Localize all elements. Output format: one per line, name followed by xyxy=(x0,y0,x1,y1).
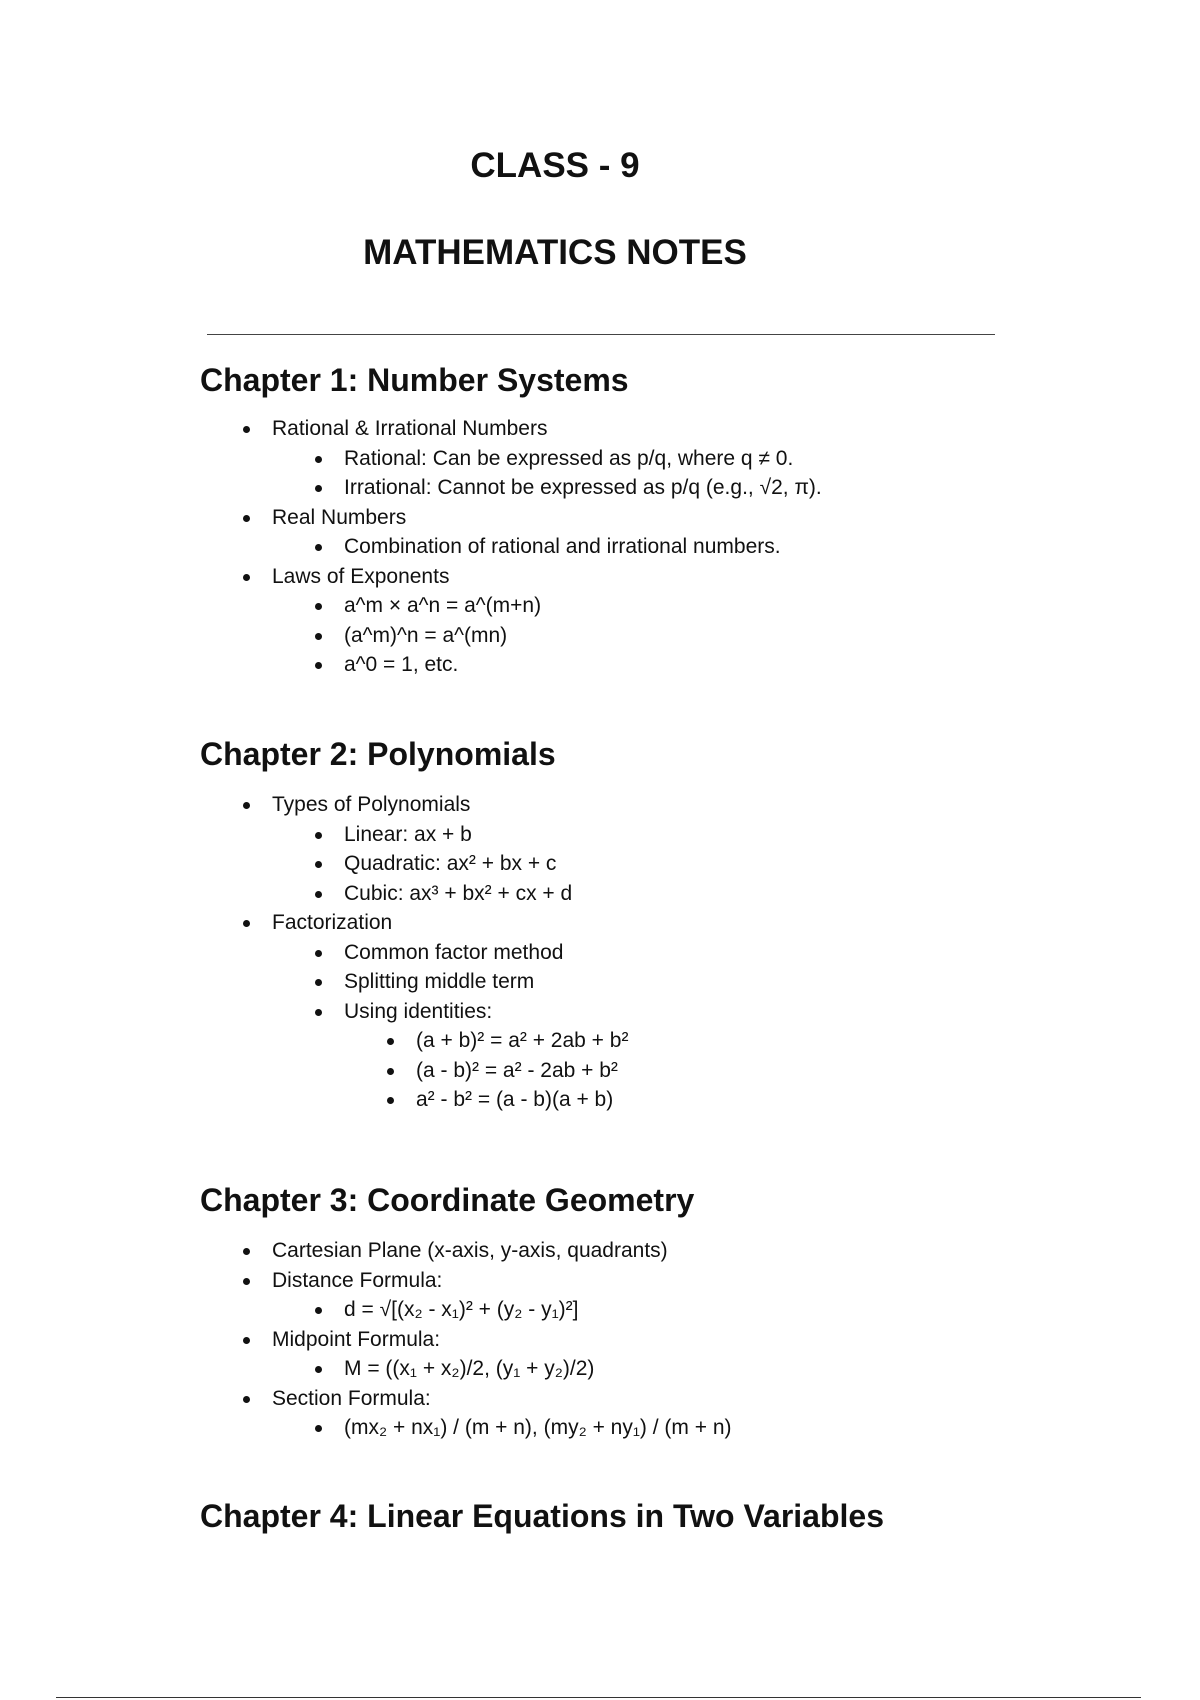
list-item xyxy=(272,908,628,1115)
list-item xyxy=(344,879,628,909)
list-item xyxy=(344,1413,732,1443)
list-item-text: Linear: ax + b xyxy=(344,822,472,846)
sub-bullet-list xyxy=(272,938,628,1115)
chapter-heading: Chapter 3: Coordinate Geometry xyxy=(200,1182,695,1218)
list-item-text: Rational & Irrational Numbers xyxy=(272,417,548,440)
list-item-text: d = √[(x₂ - x₁)² + (y₂ - y₁)²] xyxy=(344,1298,579,1321)
bullet-list xyxy=(272,414,822,680)
list-item-text: Using identities: xyxy=(344,999,493,1023)
list-item xyxy=(416,1026,628,1056)
list-item-text: Combination of rational and irrational numbers. xyxy=(344,535,781,558)
list-item-text: Distance Formula: xyxy=(272,1268,443,1292)
list-item xyxy=(272,562,822,680)
sub-bullet-list xyxy=(272,444,822,503)
sub-bullet-list xyxy=(272,820,628,909)
list-item-text: Types of Polynomials xyxy=(272,793,471,816)
bullet-list xyxy=(272,790,628,1115)
sub-bullet-list xyxy=(272,591,822,680)
list-item xyxy=(344,820,628,850)
list-item-text: Cartesian Plane (x-axis, y-axis, quadrants) xyxy=(272,1239,668,1262)
list-item xyxy=(272,503,822,562)
list-item xyxy=(344,1295,732,1325)
list-item xyxy=(416,1056,628,1086)
list-item xyxy=(344,591,822,621)
sub-bullet-list xyxy=(272,1413,732,1443)
list-item xyxy=(416,1085,628,1115)
list-item xyxy=(344,621,822,651)
chapter-heading: Chapter 1: Number Systems xyxy=(200,362,629,398)
page-bottom-divider xyxy=(56,1697,1141,1698)
sub-sub-bullet-list xyxy=(344,1026,628,1115)
list-item xyxy=(344,849,628,879)
header-divider xyxy=(207,334,995,335)
list-item-text: (a - b)² = a² - 2ab + b² xyxy=(416,1058,618,1082)
list-item xyxy=(272,1325,732,1384)
list-item-text: Splitting middle term xyxy=(344,970,535,993)
chapter-heading: Chapter 4: Linear Equations in Two Variables xyxy=(200,1498,884,1534)
list-item-text: a^m × a^n = a^(m+n) xyxy=(344,594,542,617)
list-item xyxy=(344,1354,732,1384)
list-item xyxy=(344,997,628,1115)
list-item-text: Laws of Exponents xyxy=(272,564,450,588)
list-item-text: Quadratic: ax² + bx + c xyxy=(344,852,557,875)
list-item xyxy=(272,414,822,503)
class-title: CLASS - 9 xyxy=(470,146,640,185)
chapter-heading: Chapter 2: Polynomials xyxy=(200,736,556,772)
list-item xyxy=(344,444,822,474)
list-item-text: Factorization xyxy=(272,911,393,934)
list-item-text: Section Formula: xyxy=(272,1386,431,1410)
list-item-text: Real Numbers xyxy=(272,505,407,529)
list-item-text: (mx₂ + nx₁) / (m + n), (my₂ + ny₁) / (m + n) xyxy=(344,1416,732,1439)
list-item-text: Irrational: Cannot be expressed as p/q (e.g., √2, π). xyxy=(344,476,822,499)
list-item xyxy=(272,1384,732,1443)
list-item-text: (a + b)² = a² + 2ab + b² xyxy=(416,1029,629,1052)
list-item xyxy=(272,1266,732,1325)
list-item xyxy=(344,938,628,968)
list-item-text: Rational: Can be expressed as p/q, where q ≠ 0. xyxy=(344,446,794,470)
sub-bullet-list xyxy=(272,1354,732,1384)
list-item-text: Cubic: ax³ + bx² + cx + d xyxy=(344,881,573,905)
list-item-text: a^0 = 1, etc. xyxy=(344,653,459,676)
list-item-text: (a^m)^n = a^(mn) xyxy=(344,623,508,647)
list-item xyxy=(272,790,628,908)
subject-title: MATHEMATICS NOTES xyxy=(363,233,747,272)
list-item-text: Common factor method xyxy=(344,940,564,964)
list-item xyxy=(344,650,822,680)
list-item-text: a² - b² = (a - b)(a + b) xyxy=(416,1088,614,1111)
list-item xyxy=(344,473,822,503)
list-item-text: Midpoint Formula: xyxy=(272,1327,441,1351)
list-item xyxy=(272,1236,732,1266)
list-item xyxy=(344,967,628,997)
list-item-text: M = ((x₁ + x₂)/2, (y₁ + y₂)/2) xyxy=(344,1357,595,1380)
list-item xyxy=(344,532,822,562)
sub-bullet-list xyxy=(272,1295,732,1325)
sub-bullet-list xyxy=(272,532,822,562)
bullet-list xyxy=(272,1236,732,1443)
